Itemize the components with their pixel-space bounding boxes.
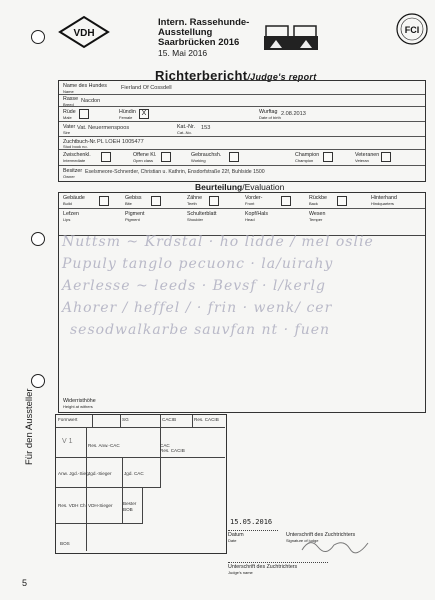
open-sub: Open class — [133, 158, 154, 163]
evaluation-title-main: Beurteilung — [195, 182, 243, 192]
formwert-header: Formwert — [58, 417, 78, 422]
judge-signature-sub: Signature of judge — [286, 538, 319, 543]
handwritten-line-1: Nuttsm ~ Krdstal · ho lidde / mel oslie — [62, 234, 374, 250]
teeth-sub: Teeth — [187, 201, 197, 206]
vdh-sieger: VDH-Sieger — [88, 503, 113, 508]
evaluation-grid — [59, 192, 425, 236]
anw-jgd-sieg: Anw. Jgd.-Sieg — [58, 471, 89, 476]
stud-label: Zuchtbuch-Nr. — [63, 139, 97, 145]
handwritten-line-4: Ahorer / heffel / · frin · wenk/ cer — [62, 300, 333, 316]
temper-sub: Temper — [309, 217, 323, 222]
name-sub: Name — [63, 89, 74, 94]
handwritten-line-3: Aerlesse ~ leeds · Bevsf · l/kerlg — [62, 278, 326, 294]
evaluation-title-sub: /Evaluation — [242, 182, 285, 192]
veteran-label: Veteranen — [355, 152, 380, 158]
working-sub: Working — [191, 158, 206, 163]
whelp-value: 2.08.2013 — [281, 111, 306, 117]
judge-name-label: Unterschrift des Zuchtrichters — [228, 564, 298, 570]
breed-value: Nacdon — [81, 98, 101, 104]
punch-hole-lower — [31, 374, 45, 388]
whelp-sub: Date of birth — [259, 115, 281, 120]
side-label — [22, 245, 40, 465]
veteran-sub: Veteran — [355, 158, 369, 163]
male-checkbox[interactable] — [79, 109, 89, 119]
teeth-label: Zähne — [187, 195, 203, 201]
punch-hole-middle — [31, 232, 45, 246]
champion-checkbox[interactable] — [323, 152, 333, 162]
open-label: Offene Kl. — [133, 152, 157, 158]
head-label: Kopf/Hals — [245, 211, 268, 217]
bite-sub: Bite — [125, 201, 132, 206]
back-sub: Back — [309, 201, 318, 206]
results-table — [55, 414, 227, 554]
build-checkbox[interactable] — [99, 196, 109, 206]
show-emblem — [262, 22, 320, 52]
dog-name: Fierland Of Cossdell — [121, 85, 172, 91]
sire-sub: Sire — [63, 130, 71, 135]
title-line-2: Ausstellung — [158, 27, 213, 38]
teeth-checkbox[interactable] — [209, 196, 219, 206]
male-label: Rüde — [63, 109, 76, 115]
lips-sub: Lips — [63, 217, 71, 222]
fci-text: FCI — [404, 25, 420, 35]
height-sub: Height at withers — [63, 404, 93, 409]
owner-label: Besitzer — [63, 168, 83, 174]
pigment-label: Pigment — [125, 211, 145, 217]
bos: BOS — [60, 541, 70, 546]
punch-hole-top — [31, 30, 45, 44]
male-sub: Male — [63, 115, 72, 120]
bester: Bester — [123, 501, 137, 506]
cacib-header: CACIB — [162, 417, 177, 422]
fci-logo — [395, 12, 429, 46]
sire-value: Vat. Neuermenspoos — [77, 125, 130, 131]
bite-checkbox[interactable] — [151, 196, 161, 206]
rating-value: V 1 — [62, 438, 73, 445]
height-label: Widerristhöhe — [63, 398, 96, 404]
cat-sub: Cat.-No. — [177, 130, 192, 135]
build-sub: Build — [63, 201, 72, 206]
name-label: Name des Hundes — [63, 83, 107, 89]
logo-text: VDH — [73, 28, 95, 39]
veteran-checkbox[interactable] — [381, 152, 391, 162]
stud-sub: Stud book no. — [63, 144, 88, 149]
female-label: Hündin — [119, 109, 136, 115]
show-date: 15. Mai 2016 — [158, 48, 208, 58]
res-cacib-cell: Res. CACIB — [160, 448, 185, 453]
stud-value: PL LOEH 1005477 — [97, 139, 144, 145]
pigment-sub: Pigment — [125, 217, 140, 222]
cat-value: 153 — [201, 125, 211, 131]
owner-value: Eselsmeore-Schnerder, Christian u. Kathrin, Ensdorfstraße 22f, Buhlside 1500 — [85, 169, 265, 175]
intermediate-sub: Intermediate — [63, 158, 86, 163]
head-sub: Head — [245, 217, 255, 222]
breed-sub: Breed — [63, 102, 74, 107]
build-label: Gebäude — [63, 195, 85, 201]
title-line-1: Intern. Rassehunde- — [158, 17, 250, 28]
date-label: Datum — [228, 532, 244, 538]
evaluation-title — [195, 182, 284, 192]
side-label-text: Für den Aussteller — [24, 388, 35, 465]
front-checkbox[interactable] — [281, 196, 291, 206]
intermediate-checkbox[interactable] — [101, 152, 111, 162]
hindquarters-label: Hinterhand — [371, 195, 397, 201]
judge-signature-label: Unterschrift des Zuchtrichters — [286, 532, 356, 538]
front-label: Vorder- — [245, 195, 263, 201]
report-title-sub: /Judge's report — [247, 72, 317, 82]
judge-name-sub: Judge's name — [228, 570, 253, 575]
report-date: 15.05.2016 — [230, 518, 273, 526]
report-title-main: Richterbericht — [155, 68, 248, 83]
intermediate-label: Zwischenkl. — [63, 152, 91, 158]
title-line-3: Saarbrücken 2016 — [158, 37, 240, 48]
res-anw-cac: Res. Anw.-CAC — [88, 443, 120, 448]
breed-label: Rasse — [63, 96, 79, 102]
female-sub: Female — [119, 115, 133, 120]
champion-label: Champion — [295, 152, 320, 158]
judge-signature — [300, 535, 370, 555]
lips-label: Lefzen — [63, 211, 79, 217]
sire-label: Vater — [63, 124, 76, 130]
show-title — [158, 18, 268, 58]
handwritten-line-5: sesodwalkarbe sauvfan nt · fuen — [70, 322, 331, 338]
whelp-label: Wurftag — [259, 109, 278, 115]
sg-header: SG — [122, 417, 129, 422]
owner-sub: Owner — [63, 174, 75, 179]
hindquarters-sub: Hindquarters — [371, 201, 394, 206]
handwritten-line-2: Pupuly tanglo pecuonc · la/uirahy — [62, 256, 334, 272]
working-checkbox[interactable] — [229, 152, 239, 162]
female-checkbox[interactable]: X — [139, 109, 149, 119]
open-checkbox[interactable] — [161, 152, 171, 162]
page-number: 5 — [22, 578, 28, 588]
bite-label: Gebiss — [125, 195, 142, 201]
front-sub: Front — [245, 201, 255, 206]
back-label: Rückbe — [309, 195, 327, 201]
res-cacib-header: Res. CACIB — [194, 417, 219, 422]
jgd-cac: Jgd. CAC — [124, 471, 144, 476]
temper-label: Wesen — [309, 211, 326, 217]
back-checkbox[interactable] — [337, 196, 347, 206]
res-vdh-ch: Res. VDH Ch. — [58, 503, 87, 508]
date-sub: Date — [228, 538, 237, 543]
jgd-sieger: Jgd.-Sieger — [88, 471, 112, 476]
champion-sub: Champion — [295, 158, 314, 163]
dog-info-frame — [58, 80, 426, 182]
bob: BOB — [123, 507, 133, 512]
working-label: Gebrauchsh. — [191, 152, 222, 158]
vdh-logo — [58, 14, 110, 50]
shoulder-label: Schulterblatt — [187, 211, 217, 217]
cat-label: Kat.-Nr. — [177, 124, 195, 130]
shoulder-sub: Shoulder — [187, 217, 204, 222]
cac-cell: CAC — [160, 443, 170, 448]
